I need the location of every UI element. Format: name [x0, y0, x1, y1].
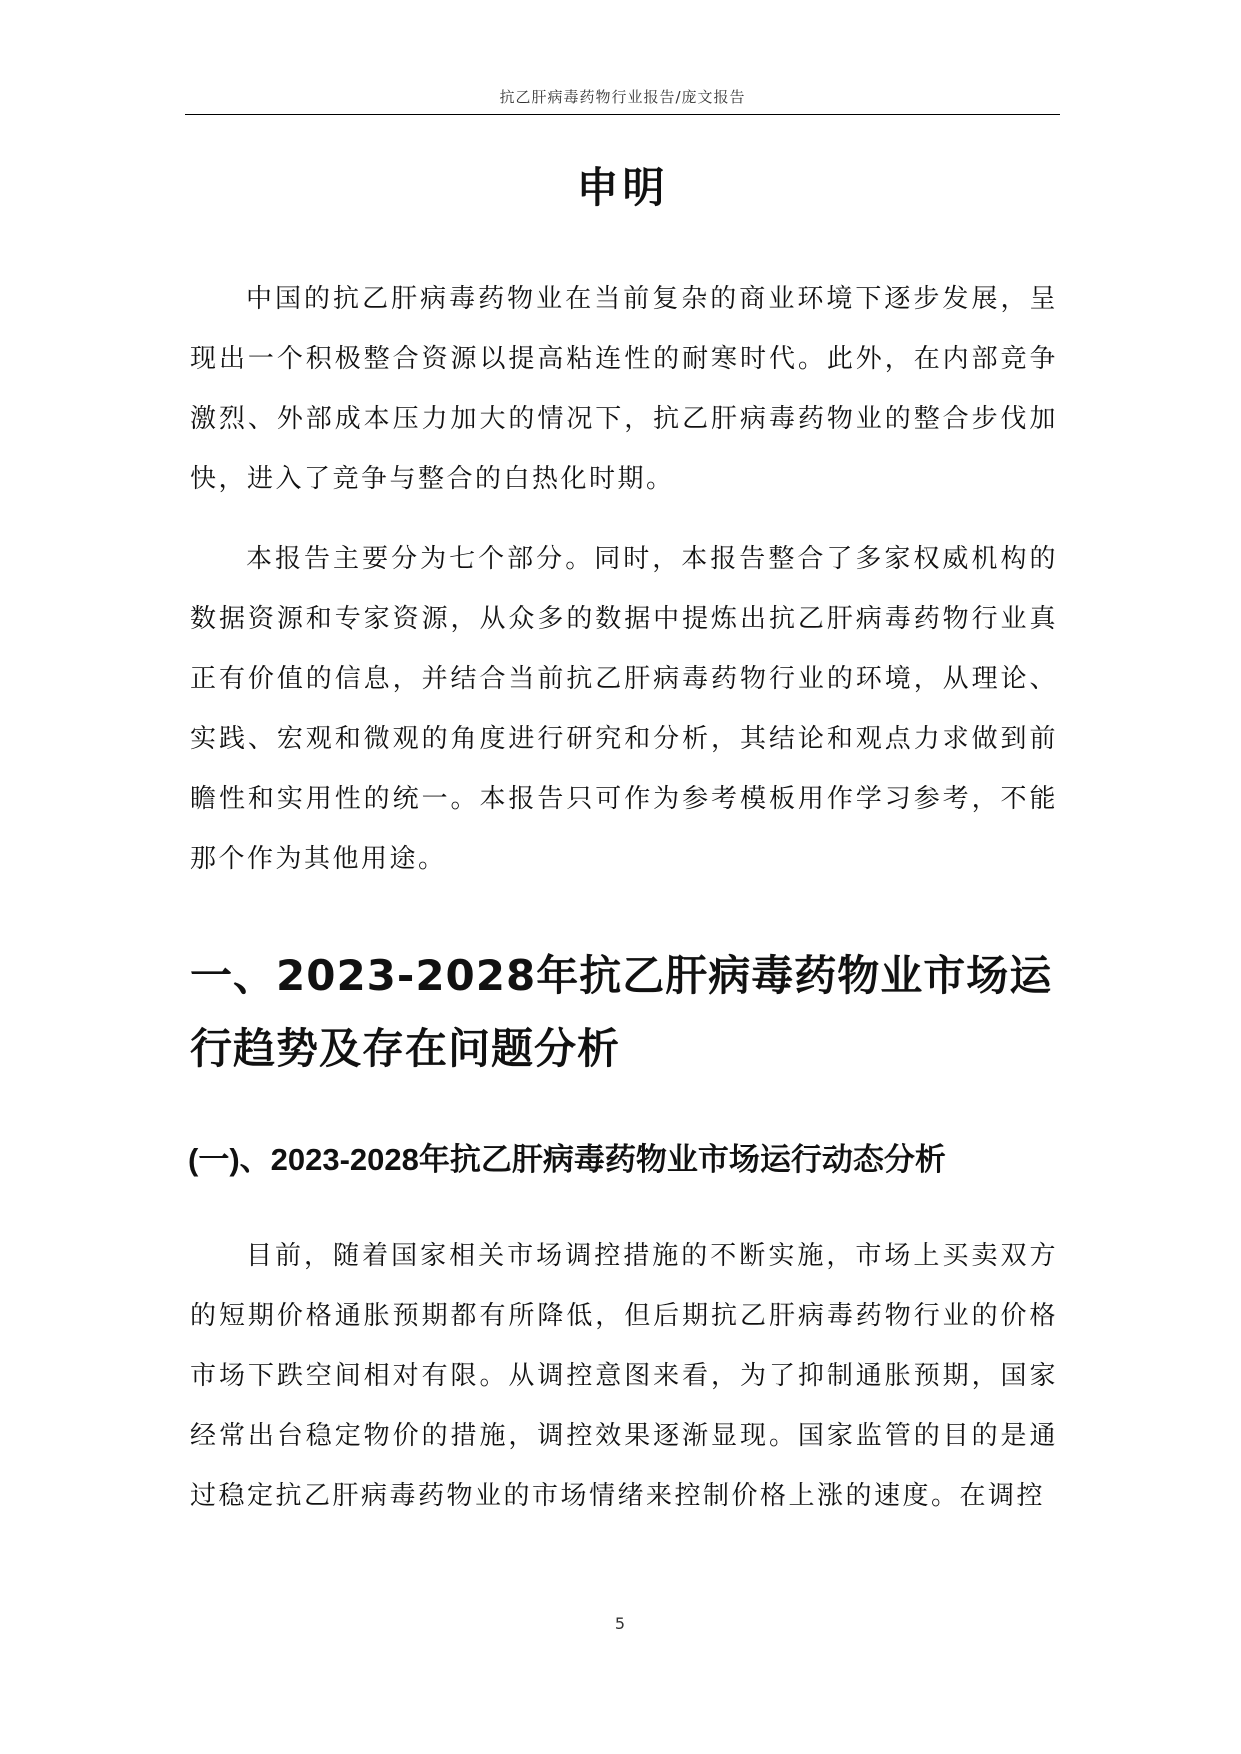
- subsection-heading: (一)、2023-2028年抗乙肝病毒药物业市场运行动态分析: [188, 1142, 946, 1177]
- intro-paragraph: 中国的抗乙肝病毒药物业在当前复杂的商业环境下逐步发展，呈现出一个积极整合资源以提高粘连性的耐寒时代。此外，在内部竞争激烈、外部成本压力加大的情况下，抗乙肝病毒药物业的整合步伐加快，进入了竞争与整合的白热化时期。: [190, 284, 1058, 494]
- page-number: 5: [614, 1614, 626, 1633]
- page-title: 申明: [576, 163, 669, 212]
- header-divider: [185, 114, 1060, 115]
- section-paragraph: 目前，随着国家相关市场调控措施的不断实施，市场上买卖双方的短期价格通胀预期都有所降低，但后期抗乙肝病毒药物行业的价格市场下跌空间相对有限。从调控意图来看，为了抑制通胀预期，国家经常出台稳定物价的措施，调控效果逐渐显现。国家监管的目的是通过稳定抗乙肝病毒药物业的市场情绪来控制价格上涨的速度。在调控: [190, 1241, 1058, 1511]
- section-heading: 一、2023-2028年抗乙肝病毒药物业市场运行趋势及存在问题分析: [190, 951, 1053, 1073]
- running-header: 抗乙肝病毒药物行业报告/庞文报告: [499, 88, 746, 106]
- intro-paragraph: 本报告主要分为七个部分。同时，本报告整合了多家权威机构的数据资源和专家资源，从众多的数据中提炼出抗乙肝病毒药物行业真正有价值的信息，并结合当前抗乙肝病毒药物行业的环境，从理论、实践、宏观和微观的角度进行研究和分析，其结论和观点力求做到前瞻性和实用性的统一。本报告只可作为参考模板用作学习参考，不能那个作为其他用途。: [190, 544, 1058, 874]
